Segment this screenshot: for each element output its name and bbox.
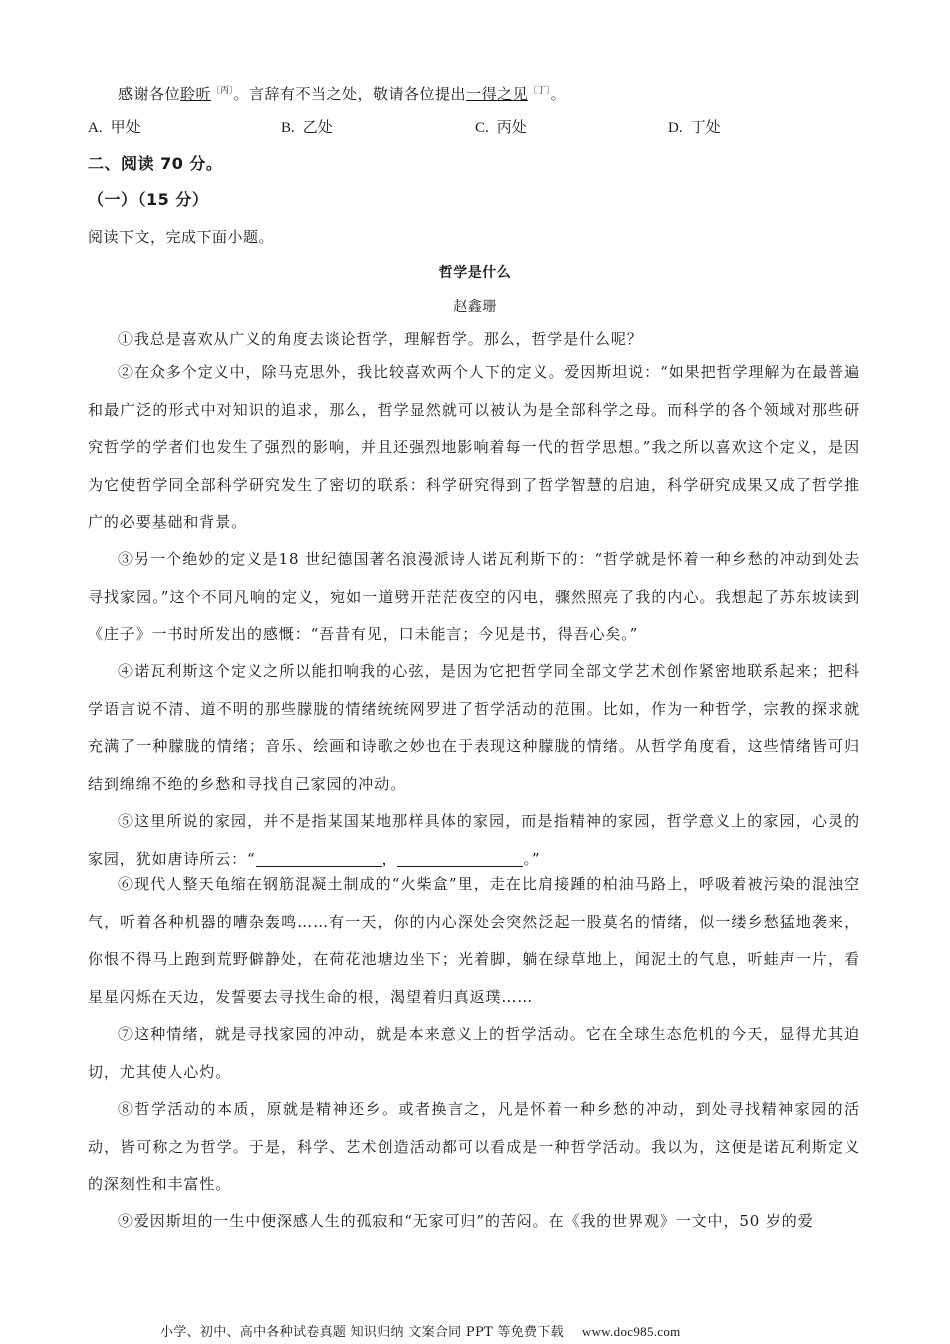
fill-blank-2[interactable] xyxy=(397,850,523,867)
paragraph-9: ⑨爱因斯坦的一生中便深感人生的孤寂和“无家可归”的苦闷。在《我的世界观》一文中，50 岁的爱 xyxy=(118,1212,814,1230)
mark-ding: 〔丁〕 xyxy=(528,86,551,96)
option-a[interactable]: A. 甲处 xyxy=(88,118,141,136)
option-d[interactable]: D. 丁处 xyxy=(668,118,721,136)
paragraph-5: ⑤这里所说的家园，并不是指某国某地那样具体的家园，而是指精神的家园，哲学意义上的家园，心灵的家园，犹如唐诗所云：“ ， 。” xyxy=(88,812,860,868)
underlined-word-bing: 聆听 xyxy=(180,85,212,103)
instruction: 阅读下文，完成下面小题。 xyxy=(88,228,275,246)
mark-bing: 〔丙〕 xyxy=(211,86,234,96)
article-title: 哲学是什么 xyxy=(438,265,512,281)
paragraph-1: ①我总是喜欢从广义的角度去谈论哲学，理解哲学。那么，哲学是什么呢？ xyxy=(118,330,643,348)
article-author: 赵鑫珊 xyxy=(453,299,497,315)
paragraph-8: ⑧哲学活动的本质，原就是精神还乡。或者换言之，凡是怀着一种乡愁的冲动，到处寻找精神家园的活动，皆可称之为哲学。于是，科学、艺术创造活动都可以看成是一种哲学活动。我以为，这便是诺瓦利斯定义的深刻性和丰富性。 xyxy=(88,1100,860,1193)
footer xyxy=(160,1323,681,1342)
footer-text: 小学、初中、高中各种试卷真题 知识归纳 文案合同 PPT 等免费下载 xyxy=(160,1325,564,1340)
paragraph-6: ⑥现代人整天龟缩在钢筋混凝土制成的“火柴盒”里，走在比肩接踵的柏油马路上，呼吸着被污染的混浊空气，听着各种机器的嘈杂轰鸣……有一天，你的内心深处会突然泛起一股莫名的情绪，似一缕乡愁猛地袭来，你恨不得马上跑到荒野僻静处，在荷花池塘边坐下；光着脚，躺在绿草地上，闻泥土的气息，听蛙声一片，看星星闪烁在天边，发誓要去寻找生命的根，渴望着归真返璞…… xyxy=(88,875,860,1006)
section-title: 二、阅读 70 分。 xyxy=(88,154,223,173)
subsection-title: （一）（15 分） xyxy=(88,190,209,209)
underlined-word-ding: 一得之见 xyxy=(466,85,529,103)
paragraph-3: ③另一个绝妙的定义是18 世纪德国著名浪漫派诗人诺瓦利斯下的：“哲学就是怀着一种乡愁的冲动到处去寻找家园。”这个不同凡响的定义，宛如一道劈开茫茫夜空的闪电，骤然照亮了我的内心。我想起了苏东坡读到《庄子》一书时所发出的感慨：“吾昔有见，口未能言；今见是书，得吾心矣。” xyxy=(88,550,860,643)
footer-link[interactable]: www.doc985.com xyxy=(581,1324,681,1339)
fill-blank-1[interactable] xyxy=(256,850,382,867)
paragraph-2: ②在众多个定义中，除马克思外，我比较喜欢两个人下的定义。爱因斯坦说：“如果把哲学理解为在最普遍和最广泛的形式中对知识的追求，那么，哲学显然就可以被认为是全部科学之母。而科学的各个领域对那些研究哲学的学者们也发生了强烈的影响，并且还强烈地影响着每一代的哲学思想。”我之所以喜欢这个定义，是因为它使哲学同全部科学研究发生了密切的联系：科学研究得到了哲学智慧的启迪，科学研究成果又成了哲学推广的必要基础和背景。 xyxy=(88,363,860,531)
question-tail-line: 感谢各位聆听$^{〔丙〕}$。言辞有不当之处，敬请各位提出一得之见$^{〔丁〕}$。 xyxy=(118,85,567,103)
paragraph-4: ④诺瓦利斯这个定义之所以能扣响我的心弦，是因为它把哲学同全部文学艺术创作紧密地联系起来；把科学语言说不清、道不明的那些朦胧的情绪统统网罗进了哲学活动的范围。比如，作为一种哲学，宗教的探求就充满了一种朦胧的情绪；音乐、绘画和诗歌之妙也在于表现这种朦胧的情绪。从哲学角度看，这些情绪皆可归结到绵绵不绝的乡愁和寻找自己家园的冲动。 xyxy=(88,662,860,793)
paragraph-7: ⑦这种情绪，就是寻找家园的冲动，就是本来意义上的哲学活动。它在全球生态危机的今天，显得尤其迫切，尤其使人心灼。 xyxy=(88,1025,860,1081)
option-c[interactable]: C. 丙处 xyxy=(475,118,527,136)
option-b[interactable]: B. 乙处 xyxy=(281,118,333,136)
